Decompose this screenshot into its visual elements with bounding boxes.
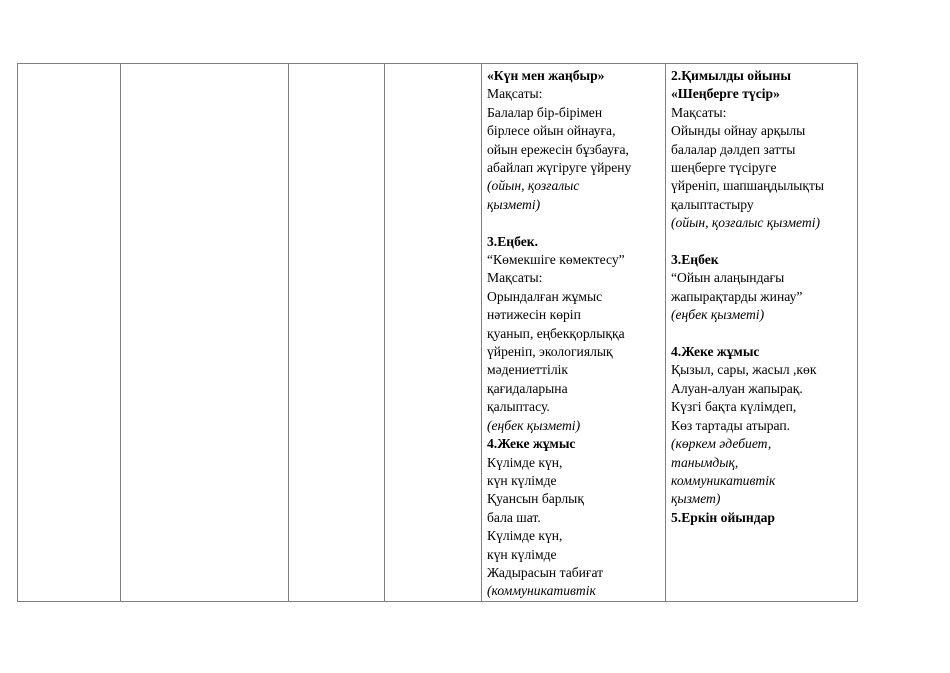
- col6-text: [666, 64, 857, 527]
- plan-table: [17, 63, 858, 602]
- text-line: Мақсаты:: [487, 270, 543, 286]
- text-line: қызмет): [671, 491, 721, 507]
- table-row: [18, 64, 858, 602]
- text-line: 3.Еңбек.: [487, 233, 538, 249]
- text-line: Көз тартады атырап.: [671, 417, 791, 433]
- text-line: балалар дәлдеп затты: [671, 141, 796, 157]
- text-line: [487, 214, 665, 232]
- text-line: бала шат.: [487, 509, 541, 525]
- text-line: (еңбек қызметі): [487, 417, 581, 433]
- text-line: (еңбек қызметі): [671, 307, 765, 323]
- text-line: үйреніп, экологиялық: [487, 344, 613, 360]
- text-line: Мақсаты:: [671, 104, 727, 120]
- text-line: (коммуникативтік: [487, 583, 596, 599]
- text-line: қағидаларына: [487, 380, 568, 396]
- text-line: мәдениеттілік: [487, 362, 568, 378]
- text-line: Орындалған жұмыс: [487, 288, 603, 304]
- text-line: “Көмекшіге көмектесу”: [487, 252, 625, 268]
- text-line: нәтижесін көріп: [487, 307, 581, 323]
- text-line: жапырақтарды жинау”: [671, 288, 803, 304]
- text-line: қалыптастыру: [671, 196, 754, 212]
- text-line: Қуансын барлық: [487, 491, 584, 507]
- text-line: үйреніп, шапшаңдылықты: [671, 178, 825, 194]
- text-line: Ойынды ойнау арқылы: [671, 123, 806, 139]
- text-line: күн күлімде: [487, 546, 557, 562]
- text-line: [671, 325, 857, 343]
- text-line: 4.Жеке жұмыс: [671, 344, 760, 360]
- text-line: танымдық,: [671, 454, 739, 470]
- text-line: Алуан-алуан жапырақ.: [671, 380, 803, 396]
- text-line: Күзгі бақта күлімдеп,: [671, 399, 797, 415]
- empty-cell-4: [385, 64, 482, 602]
- text-line: 5.Еркін ойындар: [671, 509, 775, 525]
- text-line: күн күлімде: [487, 472, 557, 488]
- activity-cell-col5: [482, 64, 666, 602]
- text-line: Мақсаты:: [487, 86, 543, 102]
- empty-cell-2: [121, 64, 289, 602]
- empty-cell-3: [289, 64, 385, 602]
- text-line: «Шеңберге түсір»: [671, 86, 780, 102]
- text-line: шеңберге түсіруге: [671, 160, 777, 176]
- text-line: коммуникативтік: [671, 472, 776, 488]
- text-line: Күлімде күн,: [487, 454, 563, 470]
- text-line: Күлімде күн,: [487, 528, 563, 544]
- text-line: (ойын, қозғалыс: [487, 178, 580, 194]
- text-line: (ойын, қозғалыс қызметі): [671, 215, 820, 231]
- text-line: қызметі): [487, 196, 541, 212]
- text-line: 4.Жеке жұмыс: [487, 436, 576, 452]
- text-line: Қызыл, сары, жасыл ,көк: [671, 362, 817, 378]
- text-line: 3.Еңбек: [671, 252, 719, 268]
- text-line: (көркем әдебиет,: [671, 436, 772, 452]
- text-line: қалыптасу.: [487, 399, 550, 415]
- text-line: 2.Қимылды ойыны: [671, 68, 791, 83]
- empty-cell-1: [18, 64, 121, 602]
- activity-cell-col6: [666, 64, 858, 602]
- text-line: Жадырасын табиғат: [487, 564, 604, 580]
- text-line: [671, 233, 857, 251]
- text-line: ойын ережесін бұзбауға,: [487, 141, 629, 157]
- col5-text: [482, 64, 665, 601]
- text-line: «Күн мен жаңбыр»: [487, 68, 605, 83]
- text-line: бірлесе ойын ойнауға,: [487, 123, 616, 139]
- text-line: қуанып, еңбекқорлыққа: [487, 325, 625, 341]
- text-line: абайлап жүгіруге үйрену: [487, 160, 632, 176]
- text-line: Балалар бір-бірімен: [487, 104, 603, 120]
- text-line: “Ойын алаңындағы: [671, 270, 785, 286]
